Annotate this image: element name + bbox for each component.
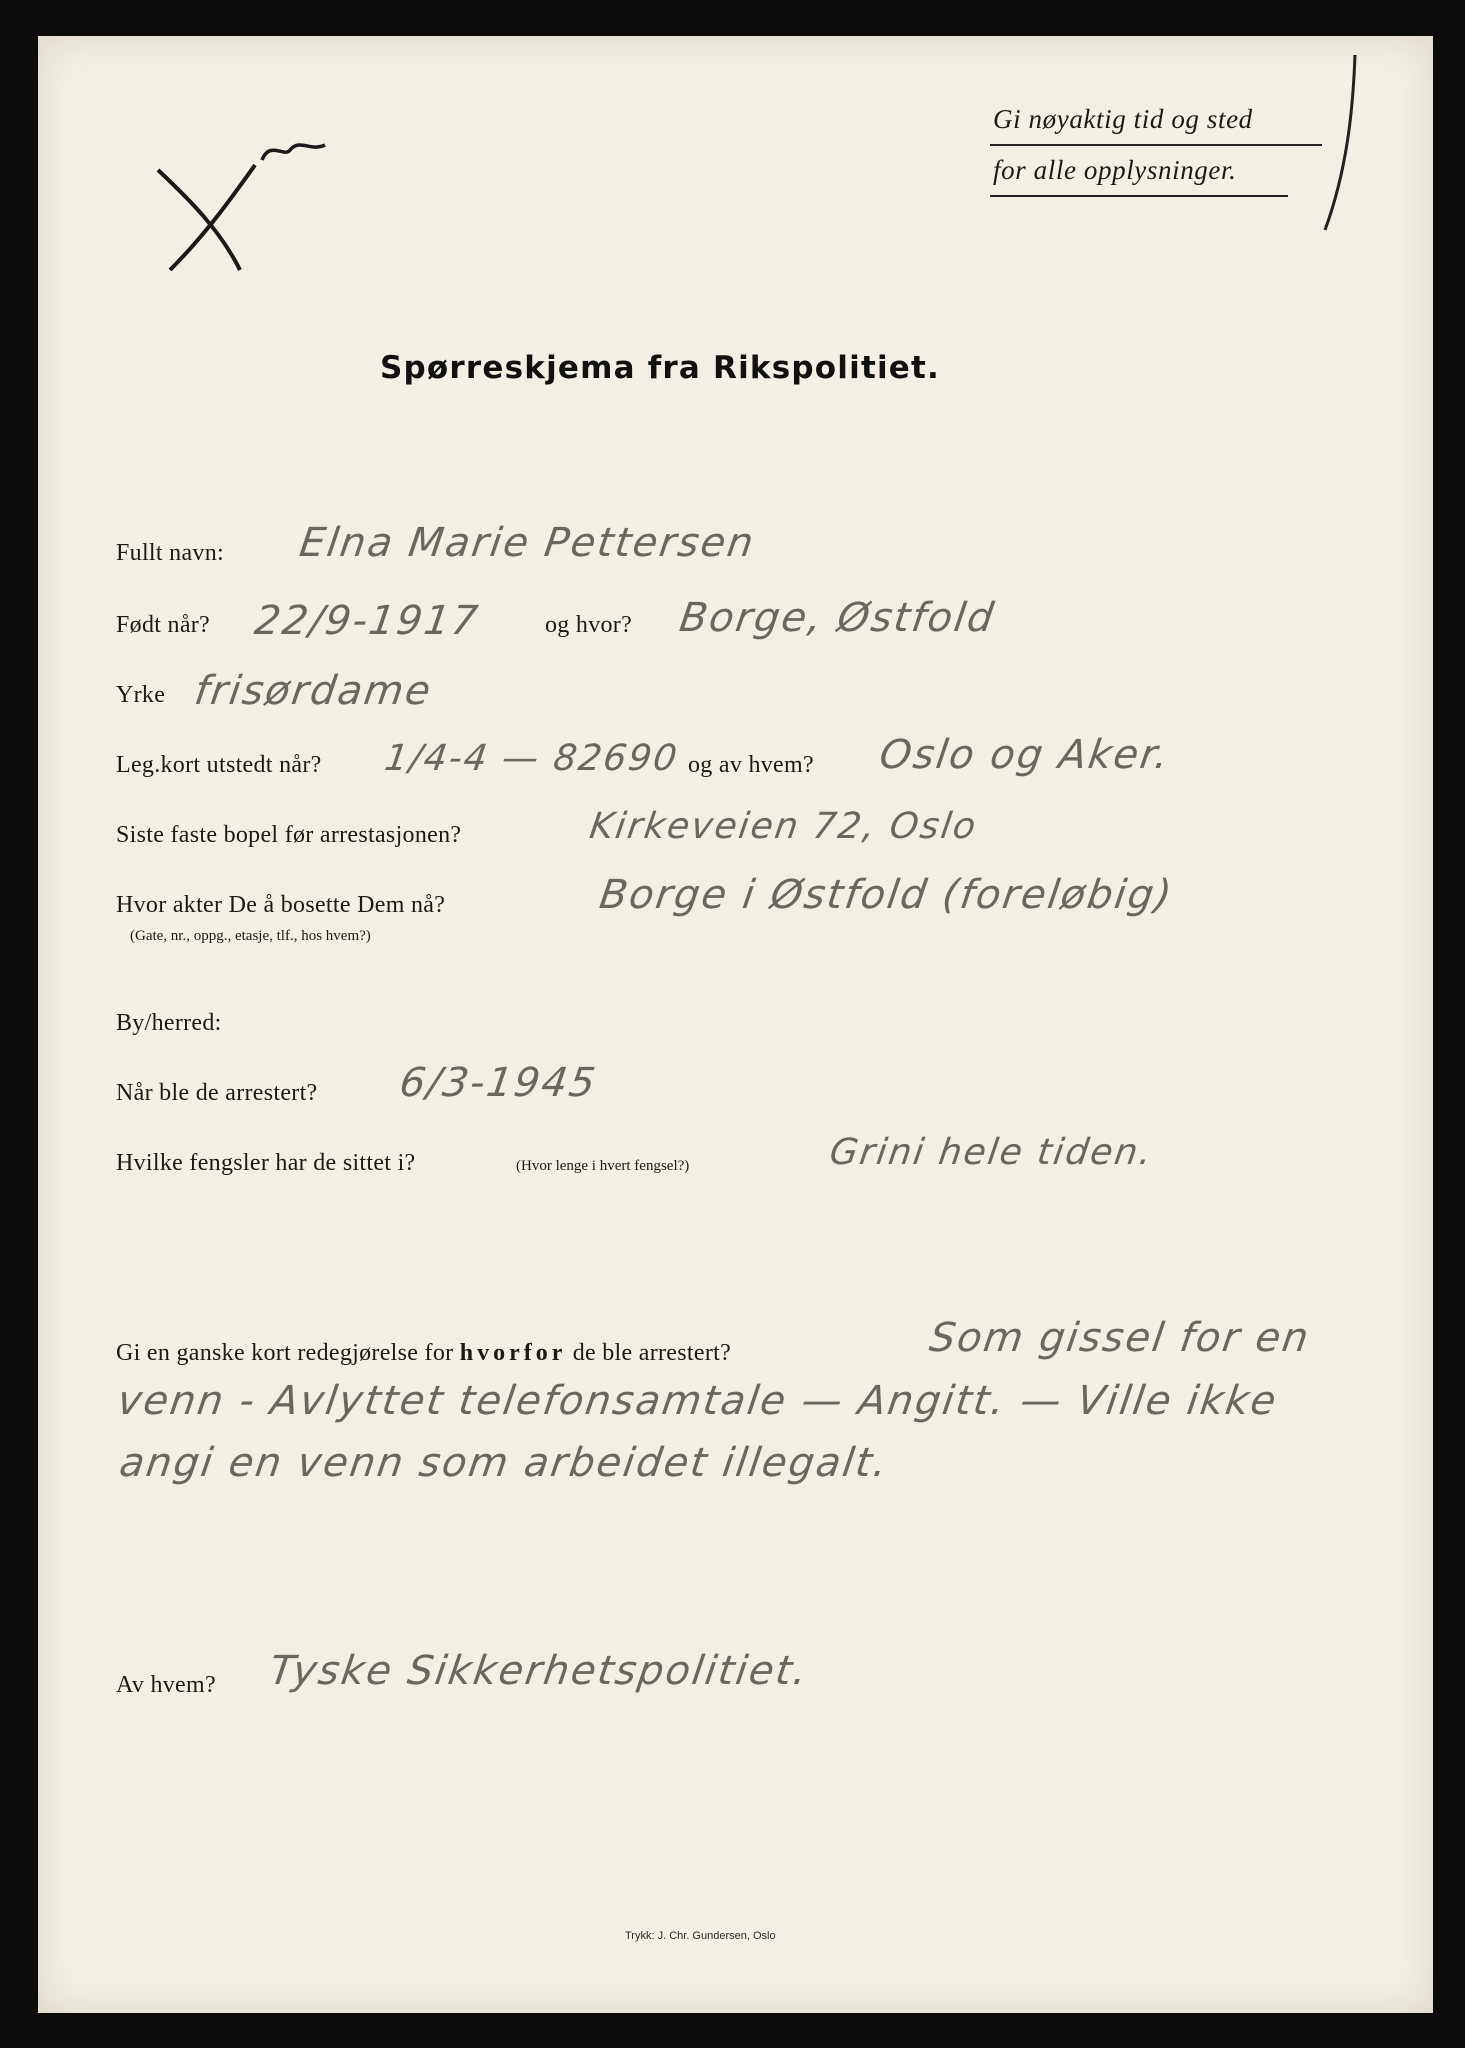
id-card-by-value[interactable]: Oslo og Aker. [876, 732, 1174, 778]
occupation-label: Yrke [116, 682, 166, 708]
last-residence-value[interactable]: Kirkeveien 72, Oslo [587, 806, 980, 847]
born-where-label: og hvor? [545, 612, 633, 638]
form-sheet [38, 36, 1433, 2013]
prisons-label: Hvilke fengsler har de sittet i? [116, 1150, 416, 1176]
last-residence-label: Siste faste bopel før arrestasjonen? [116, 822, 462, 848]
full-name-value[interactable]: Elna Marie Pettersen [296, 520, 759, 566]
intended-residence-value[interactable]: Borge i Østfold (foreløbig) [596, 872, 1177, 918]
municipality-label: By/herred: [116, 1010, 222, 1036]
reason-label-post: de ble arrestert? [572, 1340, 732, 1366]
occupation-value[interactable]: frisørdame [191, 668, 436, 714]
arrested-when-value[interactable]: 6/3-1945 [396, 1060, 600, 1106]
form-title: Spørreskjema fra Rikspolitiet. [380, 350, 941, 386]
reason-value-line-2[interactable]: venn - Avlyttet telefonsamtale — Angitt. — Ville ikke [114, 1378, 1281, 1424]
full-name-label: Fullt navn: [116, 540, 224, 566]
reason-value-line-1[interactable]: Som gissel for en [926, 1315, 1314, 1361]
notice-bracket-stroke [1305, 50, 1365, 240]
intended-residence-hint: (Gate, nr., oppg., etasje, tlf., hos hvem?) [130, 928, 371, 944]
prisons-value[interactable]: Grini hele tiden. [827, 1132, 1156, 1173]
born-when-value[interactable]: 22/9-1917 [251, 598, 483, 644]
born-when-label: Født når? [116, 612, 211, 638]
by-whom-value[interactable]: Tyske Sikkerhetspolitiet. [266, 1648, 812, 1694]
notice-underline-1 [990, 144, 1322, 146]
notice-line-2: for alle opplysninger. [993, 155, 1237, 185]
reason-value-line-3[interactable]: angi en venn som arbeidet illegalt. [116, 1440, 892, 1486]
reason-label-emph: hvorfor [459, 1340, 567, 1366]
notice-underline-2 [990, 195, 1288, 197]
id-card-when-value[interactable]: 1/4-4 — 82690 [382, 738, 682, 779]
id-card-when-label: Leg.kort utstedt når? [116, 752, 322, 778]
born-where-value[interactable]: Borge, Østfold [676, 595, 999, 641]
printer-credit: Trykk: J. Chr. Gundersen, Oslo [625, 1930, 776, 1942]
id-card-by-label: og av hvem? [688, 752, 814, 778]
reason-label-pre: Gi en ganske kort redegjørelse for [116, 1340, 454, 1366]
prisons-hint: (Hvor lenge i hvert fengsel?) [516, 1158, 690, 1174]
intended-residence-label: Hvor akter De å bosette Dem nå? [116, 892, 446, 918]
x-mark-icon [150, 130, 350, 280]
notice-line-1: Gi nøyaktig tid og sted [993, 104, 1253, 134]
reason-label [116, 1340, 731, 1367]
by-whom-label: Av hvem? [116, 1672, 216, 1698]
arrested-when-label: Når ble de arrestert? [116, 1080, 318, 1106]
